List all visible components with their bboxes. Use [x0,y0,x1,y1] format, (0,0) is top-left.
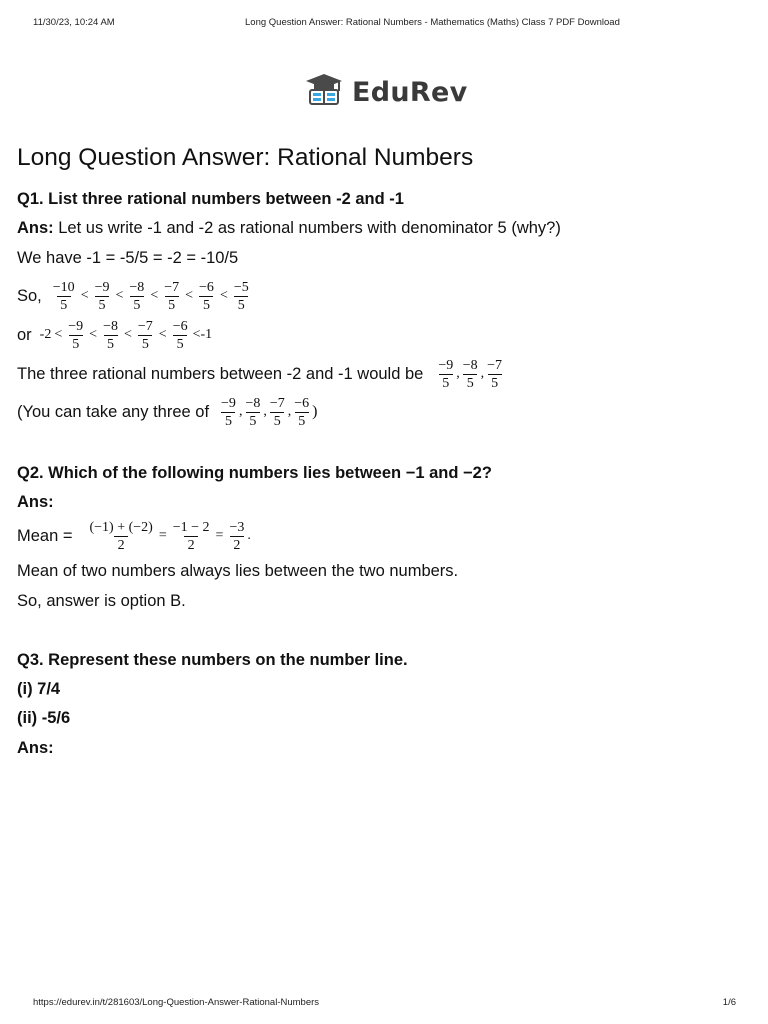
equals-sign: = [158,528,167,543]
three-frac [485,358,504,391]
lt-sign: < [185,288,194,303]
chain1-frac [232,280,251,313]
logo-text: EduRev [352,76,468,108]
frac-num: −8 [245,395,261,411]
frac-num: −8 [129,279,145,295]
q1-three-numbers [17,354,505,394]
any-frac [292,396,311,429]
comma: , [480,366,485,381]
print-page-title: Long Question Answer: Rational Numbers - Mathematics (Maths) Class 7 PDF Download [245,17,620,28]
q3-part-2: (ii) -5/6 [17,709,71,727]
q3-part-1: (i) 7/4 [17,680,61,698]
chain2-frac [171,319,190,352]
print-datetime: 11/30/23, 10:24 AM [33,17,115,28]
frac-num: −8 [103,318,118,334]
chain1-frac [127,280,146,313]
frac-num: −7 [269,395,285,411]
frac-den: 5 [221,412,235,429]
edurev-logo[interactable] [304,72,468,112]
frac-den: 5 [295,412,309,429]
page-title: Long Question Answer: Rational Numbers [17,144,474,171]
frac-den: 2 [184,536,198,553]
mean-frac-sum [88,520,155,553]
frac-den: 5 [69,335,83,352]
chain2-frac [66,319,85,352]
comma: , [287,404,292,419]
lt-sign: < [219,288,228,303]
frac-den: 5 [246,412,260,429]
comma: , [456,366,460,381]
frac-num: −3 [229,519,245,535]
lt-sign: < [80,288,89,303]
three-frac [436,358,455,391]
chain2-frac [101,319,120,352]
period: . [247,528,251,543]
frac-den: 5 [104,335,118,352]
frac-num: (−1) + (−2) [89,519,153,535]
frac-den: 5 [270,412,284,429]
q1-answer [17,217,561,239]
q1-so-chain [17,276,252,316]
frac-den: 5 [439,374,453,391]
comma: , [238,404,243,419]
q1-ans-text: Let us write -1 and -2 as rational numbers with denominator 5 (why?) [53,219,561,237]
lt-sign: < [150,288,159,303]
right-bound: <-1 [192,327,213,342]
three-frac [461,358,480,391]
lt-sign: < [158,327,167,342]
frac-den: 5 [95,296,109,313]
left-bound: -2 [39,327,52,342]
q1-question: Q1. List three rational numbers between -2 and -1 [17,190,404,208]
q3-question: Q3. Represent these numbers on the number line. [17,651,408,669]
q2-ans-label: Ans: [17,493,54,511]
lt-sign: < [123,327,132,342]
frac-den: 5 [57,296,71,313]
frac-num: −5 [233,279,249,295]
frac-num: −1 − 2 [172,519,210,535]
q1-any-text: (You can take any three of [17,403,210,421]
frac-den: 5 [138,335,152,352]
frac-den: 5 [173,335,187,352]
q2-answer-text: So, answer is option B. [17,592,186,610]
q2-mean-formula [17,516,251,556]
frac-num: −9 [221,395,236,411]
mean-frac-result [227,520,246,553]
q2-mean-text: Mean of two numbers always lies between the two numbers. [17,562,459,580]
chain1-frac [197,280,216,313]
frac-num: −8 [462,357,478,373]
chain2-frac [136,319,155,352]
frac-num: −7 [164,279,180,295]
print-url: https://edurev.in/t/281603/Long-Question-Answer-Rational-Numbers [33,997,320,1008]
q1-so-label: So, [17,287,42,305]
q1-we-have: We have -1 = -5/5 = -2 = -10/5 [17,249,239,267]
any-frac [268,396,287,429]
q2-question: Q2. Which of the following numbers lies between −1 and −2? [17,464,492,482]
lt-sign: < [54,327,63,342]
chain1-frac [162,280,181,313]
mean-frac-diff [171,520,212,553]
chain1-frac [51,280,77,313]
frac-num: −9 [68,318,84,334]
chain1-frac [93,280,112,313]
frac-den: 5 [130,296,144,313]
frac-num: −6 [172,318,188,334]
frac-den: 2 [114,536,128,553]
comma: , [263,404,267,419]
q1-ans-label: Ans: [17,219,54,237]
print-page-number: 1/6 [722,997,736,1008]
close-paren: ) [312,403,318,420]
frac-num: −6 [199,279,214,295]
frac-num: −9 [438,357,454,373]
frac-den: 2 [230,536,244,553]
q3-ans-label: Ans: [17,739,54,757]
lt-sign: < [89,327,98,342]
frac-den: 5 [488,374,502,391]
equals-sign: = [215,528,224,543]
frac-den: 5 [234,296,248,313]
any-frac [219,396,238,429]
frac-num: −6 [294,395,310,411]
frac-num: −9 [94,279,110,295]
q1-or-label: or [17,326,32,344]
q1-or-chain [17,315,212,355]
lt-sign: < [115,288,124,303]
frac-den: 5 [199,296,213,313]
frac-den: 5 [463,374,477,391]
q2-mean-label: Mean = [17,527,73,545]
frac-den: 5 [165,296,179,313]
frac-num: −10 [52,279,75,295]
q1-any-three [17,392,317,432]
frac-num: −7 [487,357,503,373]
frac-num: −7 [137,318,153,334]
graduation-cap-book-icon [304,72,344,113]
q1-three-text: The three rational numbers between -2 and -1 would be [17,365,424,383]
any-frac [243,396,262,429]
